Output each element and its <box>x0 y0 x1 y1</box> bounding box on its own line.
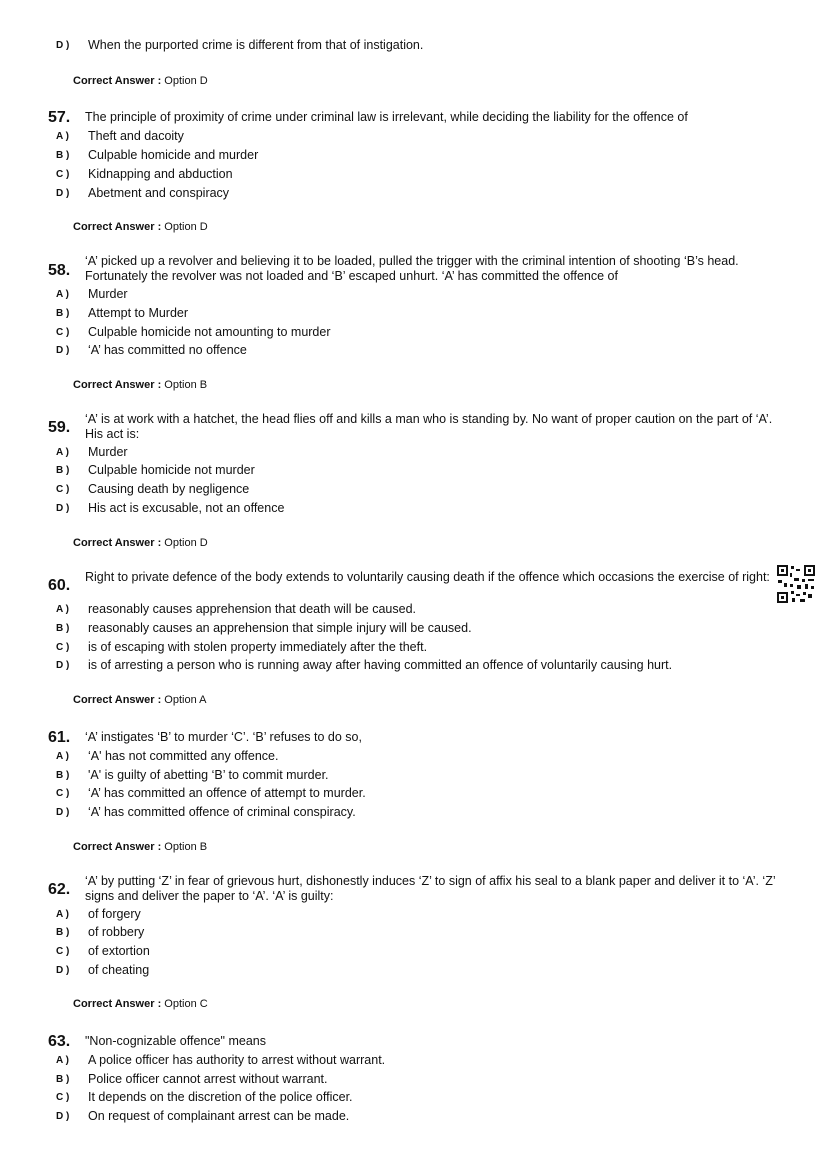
option-label: A ) <box>56 131 69 142</box>
option-d <box>56 658 796 677</box>
option-a <box>56 1053 796 1072</box>
question-text: "Non-cognizable offence" means <box>85 1034 266 1048</box>
option-b <box>56 148 796 167</box>
option-label: A ) <box>56 289 69 300</box>
option-c <box>56 786 796 805</box>
option-text: ‘A’ has committed an offence of attempt to murder. <box>88 786 366 800</box>
option-b <box>56 768 796 787</box>
option-text: His act is excusable, not an offence <box>88 501 285 515</box>
option-text: When the purported crime is different from that of instigation. <box>88 38 424 52</box>
option-text: Police officer cannot arrest without warrant. <box>88 1072 328 1086</box>
option-text: On request of complainant arrest can be made. <box>88 1109 350 1123</box>
correct-answer-value: Option B <box>164 379 208 391</box>
question-text: The principle of proximity of crime under criminal law is irrelevant, while deciding the liability for the offence of <box>85 110 688 124</box>
option-text: Culpable homicide and murder <box>88 148 259 162</box>
option-text: Murder <box>88 287 128 301</box>
option-text: of forgery <box>88 907 141 921</box>
option-label: D ) <box>56 660 70 671</box>
correct-answer <box>73 841 207 853</box>
option-label: D ) <box>56 188 70 199</box>
option-d <box>56 963 796 982</box>
option-text: ‘A’ has committed no offence <box>88 343 247 357</box>
option-text: Kidnapping and abduction <box>88 167 233 181</box>
correct-answer <box>73 75 208 87</box>
option-d <box>56 501 796 520</box>
question-text: ‘A’ is at work with a hatchet, the head flies off and kills a man who is standing by. No want of proper caution on the part of ‘A’. His act is: <box>85 412 773 441</box>
option-b <box>56 621 796 640</box>
option-a <box>56 602 796 621</box>
option-text: It depends on the discretion of the police officer. <box>88 1090 353 1104</box>
option-text: of robbery <box>88 925 145 939</box>
question-text: ‘A’ by putting ‘Z’ in fear of grievous hurt, dishonestly induces ‘Z’ to sign of affix his seal to a blank paper and deliver it to ‘A’. ‘Z’ signs and deliver the paper to ‘A’. ‘A’ is guilty: <box>85 874 776 903</box>
option-label: B ) <box>56 770 70 781</box>
option-label: D ) <box>56 503 70 514</box>
option-b <box>56 463 796 482</box>
option-text: 'A' is guilty of abetting ‘B’ to commit murder. <box>88 768 329 782</box>
option-c <box>56 482 796 501</box>
option-label: A ) <box>56 751 69 762</box>
option-text: Attempt to Murder <box>88 306 189 320</box>
option-d <box>56 343 796 362</box>
option-a <box>56 129 796 148</box>
option-d <box>56 38 796 57</box>
option-label: B ) <box>56 465 70 476</box>
option-c <box>56 167 796 186</box>
option-c <box>56 944 796 963</box>
correct-answer-value: Option D <box>164 75 208 87</box>
question-text: Right to private defence of the body extends to voluntarily causing death if the offence which occasions the exercise of right: <box>85 570 770 584</box>
option-text: of cheating <box>88 963 150 977</box>
correct-answer-label: Correct Answer : <box>73 694 162 706</box>
question-text: ‘A’ instigates ‘B’ to murder ‘C’. ‘B’ refuses to do so, <box>85 730 362 744</box>
option-text: reasonably causes an apprehension that simple injury will be caused. <box>88 621 472 635</box>
question-text: ‘A’ picked up a revolver and believing it to be loaded, pulled the trigger with the criminal intention of shooting ‘B’s head. Fortunately the revolver was not loaded and ‘B’ escaped unhurt. ‘A’ has committed the offence of <box>85 254 739 283</box>
option-label: A ) <box>56 447 69 458</box>
option-label: C ) <box>56 169 70 180</box>
correct-answer-label: Correct Answer : <box>73 379 162 391</box>
question-number: 60. <box>48 577 71 594</box>
option-label: C ) <box>56 484 70 495</box>
correct-answer-value: Option A <box>164 694 207 706</box>
option-text: Abetment and conspiracy <box>88 186 230 200</box>
correct-answer <box>73 221 208 233</box>
correct-answer <box>73 537 208 549</box>
option-text: Murder <box>88 445 128 459</box>
correct-answer-label: Correct Answer : <box>73 998 162 1010</box>
correct-answer-value: Option B <box>164 841 208 853</box>
option-b <box>56 1072 796 1091</box>
option-text: Causing death by negligence <box>88 482 250 496</box>
option-b <box>56 925 796 944</box>
correct-answer-label: Correct Answer : <box>73 221 162 233</box>
option-d <box>56 805 796 824</box>
option-label: C ) <box>56 327 70 338</box>
option-text: ‘A’ has committed offence of criminal conspiracy. <box>88 805 356 819</box>
correct-answer-label: Correct Answer : <box>73 537 162 549</box>
option-a <box>56 445 796 464</box>
option-label: B ) <box>56 150 70 161</box>
option-text: of extortion <box>88 944 150 958</box>
option-label: D ) <box>56 807 70 818</box>
qr-code-icon <box>776 564 816 604</box>
question-number: 58. <box>48 262 71 279</box>
option-label: B ) <box>56 1074 70 1085</box>
option-label: B ) <box>56 927 70 938</box>
option-label: C ) <box>56 642 70 653</box>
option-d <box>56 1109 796 1128</box>
option-label: A ) <box>56 1055 69 1066</box>
correct-answer <box>73 998 208 1010</box>
question-number: 61. <box>48 729 71 746</box>
correct-answer-value: Option D <box>164 221 208 233</box>
correct-answer <box>73 379 207 391</box>
option-text: is of arresting a person who is running away after having committed an offence of voluntarily causing hurt. <box>88 658 673 672</box>
option-label: C ) <box>56 788 70 799</box>
option-label: C ) <box>56 946 70 957</box>
option-c <box>56 1090 796 1109</box>
option-a <box>56 287 796 306</box>
option-label: C ) <box>56 1092 70 1103</box>
question-number: 57. <box>48 109 71 126</box>
option-a <box>56 749 796 768</box>
option-label: B ) <box>56 623 70 634</box>
question-number: 63. <box>48 1033 71 1050</box>
question-number: 59. <box>48 419 71 436</box>
option-text: Theft and dacoity <box>88 129 184 143</box>
question-number: 62. <box>48 881 71 898</box>
option-c <box>56 325 796 344</box>
option-c <box>56 640 796 659</box>
option-text: ‘A' has not committed any offence. <box>88 749 279 763</box>
option-text: reasonably causes apprehension that death will be caused. <box>88 602 416 616</box>
correct-answer-value: Option D <box>164 537 208 549</box>
option-d <box>56 186 796 205</box>
correct-answer-value: Option C <box>164 998 208 1010</box>
correct-answer-label: Correct Answer : <box>73 75 162 87</box>
option-label: D ) <box>56 40 70 51</box>
option-text: Culpable homicide not murder <box>88 463 255 477</box>
option-label: A ) <box>56 604 69 615</box>
option-a <box>56 907 796 926</box>
option-label: A ) <box>56 909 69 920</box>
option-text: Culpable homicide not amounting to murder <box>88 325 331 339</box>
option-label: D ) <box>56 1111 70 1122</box>
option-label: B ) <box>56 308 70 319</box>
option-text: A police officer has authority to arrest without warrant. <box>88 1053 386 1067</box>
correct-answer-label: Correct Answer : <box>73 841 162 853</box>
correct-answer <box>73 694 207 706</box>
option-text: is of escaping with stolen property immediately after the theft. <box>88 640 428 654</box>
option-label: D ) <box>56 345 70 356</box>
option-b <box>56 306 796 325</box>
option-label: D ) <box>56 965 70 976</box>
